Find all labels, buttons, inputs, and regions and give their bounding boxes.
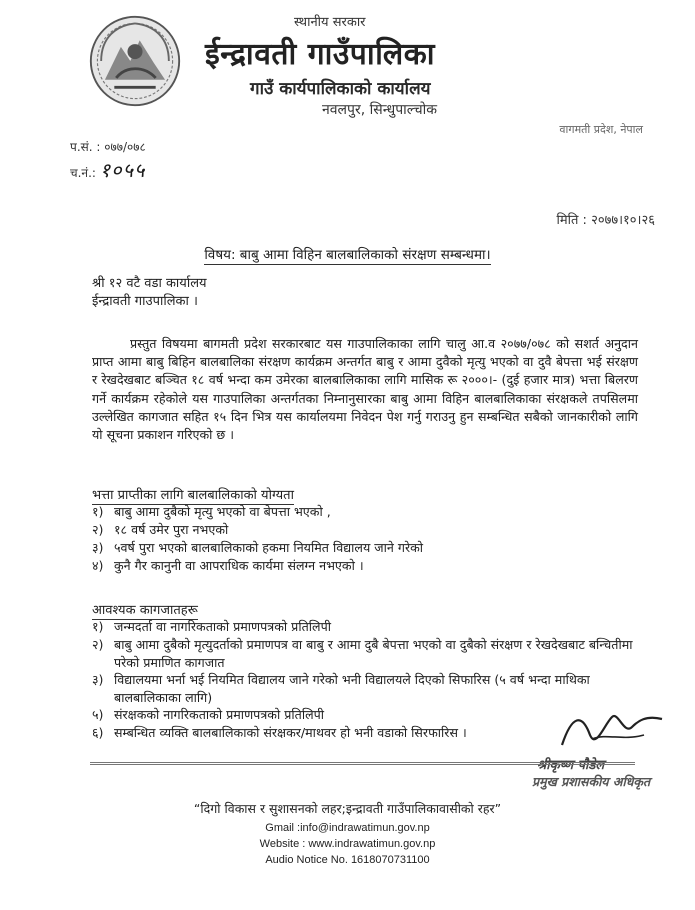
office-name: गाउँ कार्यपालिकाको कार्यालय (250, 79, 431, 99)
footer-divider (90, 762, 635, 765)
item-text: सम्बन्धित व्यक्ति बालबालिकाको संरक्षकर/माथवर हो भनी वडाको सिरफारिस । (114, 725, 467, 740)
addressee-line-2: ईन्द्रावती गाउपालिका । (92, 294, 198, 309)
list-item (92, 521, 632, 539)
cn-label: च.नं.: (70, 166, 96, 180)
item-text: कुनै गैर कानुनी वा आपराधिक कार्यमा संलग्न नभएको । (114, 558, 364, 573)
item-text: जन्मदर्ता वा नागरिकताको प्रमाणपत्रको प्रतिलिपी (114, 619, 332, 634)
ps-label: प.सं. : (70, 140, 101, 154)
list-item (92, 636, 640, 671)
province-label: वागमती प्रदेश, नेपाल (559, 123, 643, 136)
signatory-name: श्रीकृष्ण पौडेल (537, 758, 605, 773)
item-number: ४) (92, 558, 104, 573)
item-number: १) (92, 504, 104, 519)
item-text: विद्यालयमा भर्ना भई नियमित विद्यालय जाने गरेको भनी विद्यालयले दिएको सिफारिस (५ वर्ष भन्दा माथिका बालबालिकाका लागि) (114, 672, 590, 705)
list-item (92, 539, 632, 557)
signature-mark (552, 705, 672, 755)
item-text: संरक्षकको नागरिकताको प्रमाणपत्रको प्रतिलिपी (114, 707, 325, 722)
item-number: ३) (92, 672, 104, 687)
eligibility-list (92, 503, 632, 575)
item-text: १८ वर्ष उमेर पुरा नभएको (114, 522, 229, 537)
header-subtitle: स्थानीय सरकार (294, 15, 366, 30)
list-item (92, 503, 632, 521)
documents-title (92, 600, 198, 618)
addressee-line-1: श्री १२ वटै वडा कार्यालय (92, 276, 207, 291)
item-number: २) (92, 637, 104, 652)
signatory-title: प्रमुख प्रशासकीय अधिकृत (532, 774, 651, 789)
subject-text: विषय: बाबु आमा विहिन बालबालिकाको संरक्षण सम्बन्धमा। (204, 247, 491, 263)
footer-audio-notice: Audio Notice No. 1618070731100 (265, 854, 430, 866)
cn-line (70, 156, 145, 183)
eligibility-title-text: भत्ता प्राप्तीका लागि बालबालिकाको योग्यता (92, 488, 294, 503)
ps-line (70, 138, 146, 155)
footer-email: Gmail :info@indrawatimun.gov.np (265, 822, 430, 834)
documents-title-text: आवश्यक कागजातहरू (92, 603, 198, 618)
list-item (92, 557, 632, 575)
list-item (92, 671, 640, 706)
body-paragraph: प्रस्तुत विषयमा बागमती प्रदेश सरकारबाट यस गाउपालिकाका लागि चालु आ.व २०७७/०७८ को सशर्त अनुदान प्राप्त आमा बाबु बिहिन बालबालिका संरक्षण कार्यक्रम अन्तर्गत बाबु र आमा दुवैको मृत्यु भएको वा दुवै बेपत्ता भई संरक्षण र रेखदेखबाट बञ्चित १८ वर्ष भन्दा कम उमेरका बालबालिकाका लागि मासिक रू २०००।- (दुई हजार मात्र) भत्ता बिलरण गर्ने कार्यक्रम रहेकोले यस गाउपालिका अन्तर्गतका निम्नानुसारका बाबु आमा विहिन बालबालिकाका संरक्षकले तपसिलमा उल्लेखित कागजात सहित १५ दिन भित्र यस कार्यालयमा निवेदन पेश गर्नु गराउनु हुन सम्बन्धित सबैको जानकारीको लागि यो सूचना प्रकाशन गरिएको छ । (92, 336, 638, 443)
item-number: ५) (92, 707, 104, 722)
item-number: २) (92, 522, 104, 537)
nepal-emblem-icon (88, 14, 182, 108)
item-text: ५वर्ष पुरा भएको बालबालिकाको हकमा नियमित विद्यालय जाने गरेको (114, 540, 424, 555)
eligibility-title (92, 485, 294, 503)
footer-website: Website : www.indrawatimun.gov.np (259, 838, 436, 850)
ps-value: ०७७/०७८ (104, 140, 146, 154)
item-text: बाबु आमा दुबैको मृत्युदर्ताको प्रमाणपत्र वा बाबु र आमा दुबै बेपत्ता भएको वा दुबैको संरक्षण र रेखदेखबाट बन्चितीमा परेको प्रमाणित कागजात (114, 637, 633, 670)
letter-date: मिति : २०७७।१०।२६ (556, 213, 655, 228)
item-number: ६) (92, 725, 104, 740)
item-text: बाबु आमा दुबैको मृत्यु भएको वा बेपत्ता भएको , (114, 504, 331, 519)
item-number: १) (92, 619, 104, 634)
footer-slogan: “दिगो विकास र सुशासनको लहर;इन्द्रावती गाउँपालिकावासीको रहर” (193, 801, 502, 816)
item-number: ३) (92, 540, 104, 555)
municipality-name: ईन्द्रावती गाउँपालिका (205, 37, 436, 72)
cn-value: १०५५ (99, 158, 146, 182)
list-item (92, 618, 640, 636)
subject-line (0, 245, 695, 263)
office-location: नवलपुर, सिन्धुपाल्चोक (322, 102, 438, 118)
